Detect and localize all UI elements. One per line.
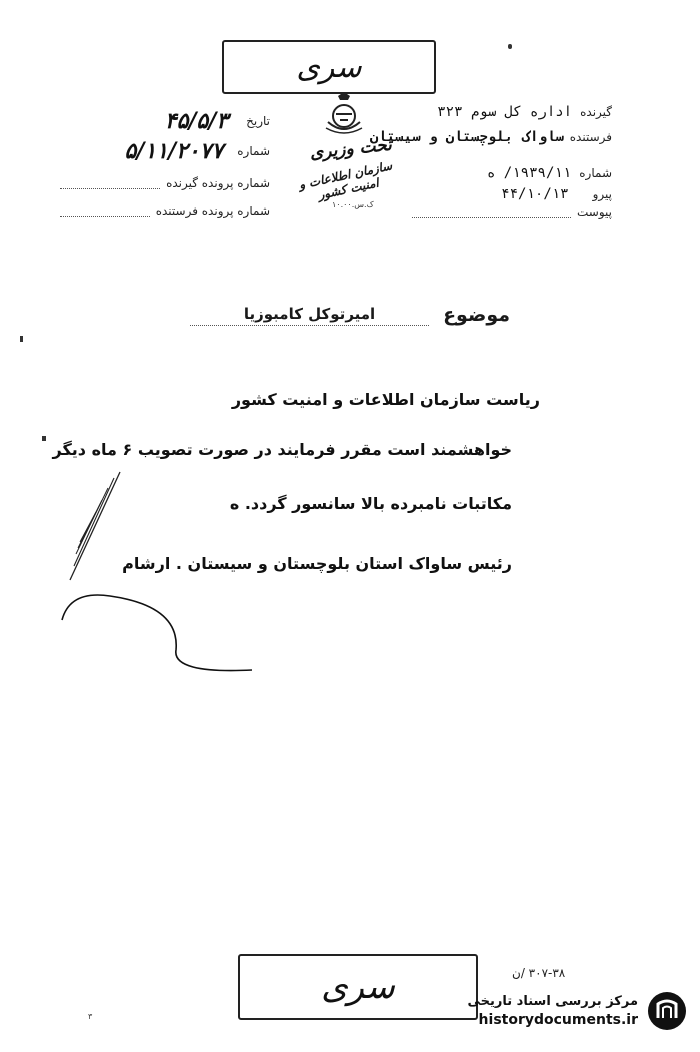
attachment-dots [412,207,571,218]
watermark [432,988,694,1038]
number-label: شماره [579,166,612,180]
receiver-file-row [60,176,270,190]
receiver-value: اداره کل سوم ۳۲۳ [437,104,573,120]
signature-line: رئیس ساواک استان بلوچستان و سیستان . ارشام [122,554,512,573]
watermark-title: مرکز بررسی اسناد تاریخی [467,994,638,1009]
sender-file-label: شماره پرونده فرستنده [155,204,270,218]
page-mark: ۳ [88,1012,93,1021]
date-value: ۴۵/۵/۳ [164,108,229,134]
top-classification-stamp [222,40,436,94]
receiver-row [332,100,612,124]
sender-value: ساواک بلوچستان و سیستان [369,129,564,145]
margin-mark [20,336,23,342]
follow-row [412,186,612,202]
body-line-2: مکاتبات نامبرده بالا سانسور گردد. ه [229,494,512,513]
attachment-label: پیوست [577,205,612,219]
watermark-url: historydocuments.ir [478,1012,638,1028]
handwritten-note: تحت وزیری [308,134,393,164]
sender-file-dots [60,206,150,217]
number-row [412,165,612,181]
watermark-logo-icon [646,990,688,1032]
receiver-file-label: شماره پرونده گیرنده [166,176,270,190]
corner-mark [508,44,512,49]
margin-mark [42,436,46,441]
handwritten-strokes [60,470,260,690]
date-row [60,108,270,134]
number-value: ۱۹۳۹/۱۱/ ه [486,165,572,181]
footer-ref: ۳۰۷-۳۸ /ن [512,966,566,980]
receiver-file-dots [60,178,160,189]
follow-label: پیرو [592,187,612,201]
date-label: تاریخ [246,114,270,128]
sender-file-row [60,204,270,218]
body-line-1: خواهشمند است مقرر فرمایند در صورت تصویب ۶ ماه دیگر [52,440,512,459]
classification-text: سری [321,967,395,1007]
left-number-value: ۵/۱۱/۲۰۷۷ [124,138,224,164]
left-number-row [60,138,270,164]
addressee-line: ریاست سازمان اطلاعات و امنیت کشور [231,390,540,409]
org-name: سازمان اطلاعات و امنیت کشور [297,158,394,203]
subject-label: موضوع [443,304,510,326]
follow-value: ۴۴/۱۰/۱۳ [501,186,569,202]
emblem-icon [318,92,370,140]
classification-text: سری [296,49,362,85]
subject-row [190,304,510,326]
sender-label: فرستنده [569,130,612,144]
left-number-label: شماره [237,144,270,158]
subject-value: امیرتوکل کامبوزیا [243,304,376,323]
org-code: ک.س.۱۰.۰۰ [332,200,374,209]
subject-dots [190,305,429,326]
attachment-row [412,205,612,219]
receiver-label: گیرنده [580,105,612,119]
